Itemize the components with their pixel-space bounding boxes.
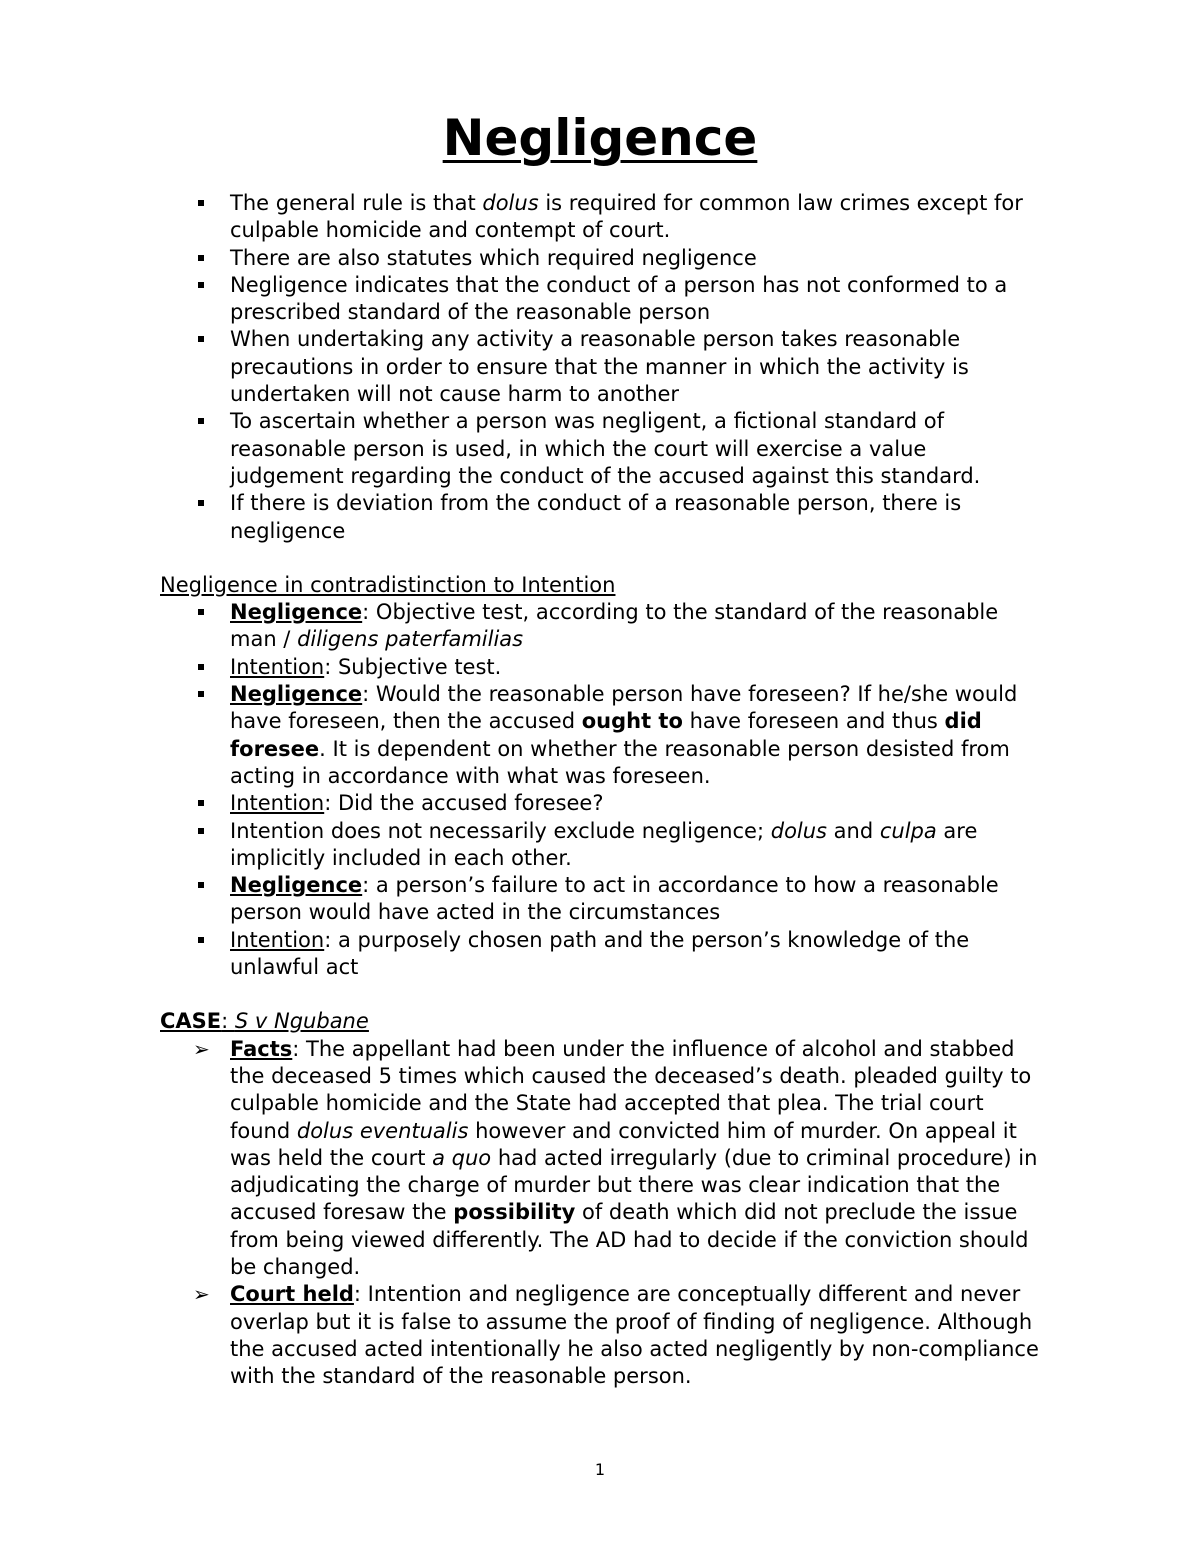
facts-label: Facts xyxy=(230,1036,293,1061)
court-held-label: Court held xyxy=(230,1282,354,1307)
term-intention: Intention xyxy=(230,654,325,679)
term-intention: Intention xyxy=(230,791,325,816)
text-run: : The appellant had been under the influence of alcohol and stabbed the deceased 5 times which caused the deceased’s death. pleaded guilty to culpable homicide and the State had accepted that plea. The trial court found xyxy=(230,1036,1032,1143)
text-run: Intention does not necessarily exclude negligence; xyxy=(230,818,771,843)
comparison-bullet-list xyxy=(160,599,1040,981)
bold-term: ought to xyxy=(581,709,683,734)
text-run: : Subjective test. xyxy=(324,654,502,679)
term-negligence: Negligence xyxy=(230,682,363,707)
text-run: : xyxy=(221,1009,235,1034)
list-item xyxy=(160,872,1040,927)
list-item xyxy=(160,1036,1040,1282)
term-negligence: Negligence xyxy=(230,600,363,625)
term-negligence: Negligence xyxy=(230,873,363,898)
intro-bullet-list xyxy=(160,190,1040,545)
list-item: To ascertain whether a person was negligent, a fictional standard of reasonable person is used, in which the court will exercise a value judgement regarding the conduct of the accused against this standard. xyxy=(160,408,1040,490)
italic-term: dolus xyxy=(770,818,827,843)
list-item: If there is deviation from the conduct of a reasonable person, there is negligence xyxy=(160,490,1040,545)
text-run: : a person’s failure to act in accordance to how a reasonable person would have acted in the circumstances xyxy=(230,873,999,925)
list-item: When undertaking any activity a reasonable person takes reasonable precautions in order to ensure that the manner in which the activity is undertaken will not cause harm to another xyxy=(160,326,1040,408)
case-arrow-list xyxy=(160,1036,1040,1391)
text-run: of death which did not preclude the issue from being viewed differently. The AD had to decide if the conviction should be changed. xyxy=(230,1200,1029,1279)
list-item xyxy=(160,927,1040,982)
text-run: . It is dependent on whether the reasonable person desisted from acting in accordance with what was foreseen. xyxy=(230,736,1010,788)
text-run: : Did the accused foresee? xyxy=(324,791,604,816)
italic-term: dolus eventualis xyxy=(296,1118,469,1143)
list-item xyxy=(160,818,1040,873)
case-heading xyxy=(160,1008,1040,1035)
text-run: and xyxy=(827,818,880,843)
text-run: are implicitly included in each other. xyxy=(230,818,978,870)
list-item xyxy=(160,681,1040,790)
text-run: have foreseen and thus xyxy=(682,709,945,734)
page-number: 1 xyxy=(594,1460,606,1479)
bold-term: possibility xyxy=(453,1200,576,1225)
section-heading: Negligence in contradistinction to Intention xyxy=(160,572,616,597)
term-intention: Intention xyxy=(230,927,325,952)
text-run: however and convicted him of murder. On appeal it was held the court xyxy=(230,1118,1017,1170)
text-run: : a purposely chosen path and the person’s knowledge of the unlawful act xyxy=(230,927,970,980)
italic-term: dolus xyxy=(482,191,539,215)
document-body xyxy=(160,190,1040,1390)
page-title: Negligence xyxy=(442,109,758,167)
list-item xyxy=(160,1281,1040,1390)
list-item: There are also statutes which required negligence xyxy=(160,245,1040,272)
italic-term: diligens paterfamilias xyxy=(297,627,524,652)
list-item xyxy=(160,654,1040,681)
text-run: had acted irregularly (due to criminal procedure) in adjudicating the charge of murder but there was clear indication that the accused foresaw the xyxy=(230,1145,1038,1225)
list-item xyxy=(160,599,1040,654)
text-run: : Objective test, according to the standard of the reasonable man / xyxy=(230,600,999,652)
list-item xyxy=(160,790,1040,817)
list-item xyxy=(160,190,1040,245)
list-item: Negligence indicates that the conduct of a person has not conformed to a prescribed standard of the reasonable person xyxy=(160,272,1040,327)
text-run: is required for common law crimes except for culpable homicide and contempt of court. xyxy=(230,191,1023,243)
bold-term: did foresee xyxy=(230,709,982,761)
case-name: S v Ngubane xyxy=(234,1009,369,1034)
italic-term: culpa xyxy=(879,818,937,843)
text-run: The general rule is that xyxy=(230,191,483,215)
italic-term: a quo xyxy=(432,1145,492,1170)
text-run: : Would the reasonable person have foreseen? If he/she would have foreseen, then the accused xyxy=(230,682,1018,734)
text-run: : Intention and negligence are conceptually different and never overlap but it is false to assume the proof of finding of negligence. Although the accused acted intentionally he also acted negligently by non-compliance with the standard of the reasonable person. xyxy=(230,1282,1039,1389)
case-label: CASE xyxy=(160,1009,222,1034)
